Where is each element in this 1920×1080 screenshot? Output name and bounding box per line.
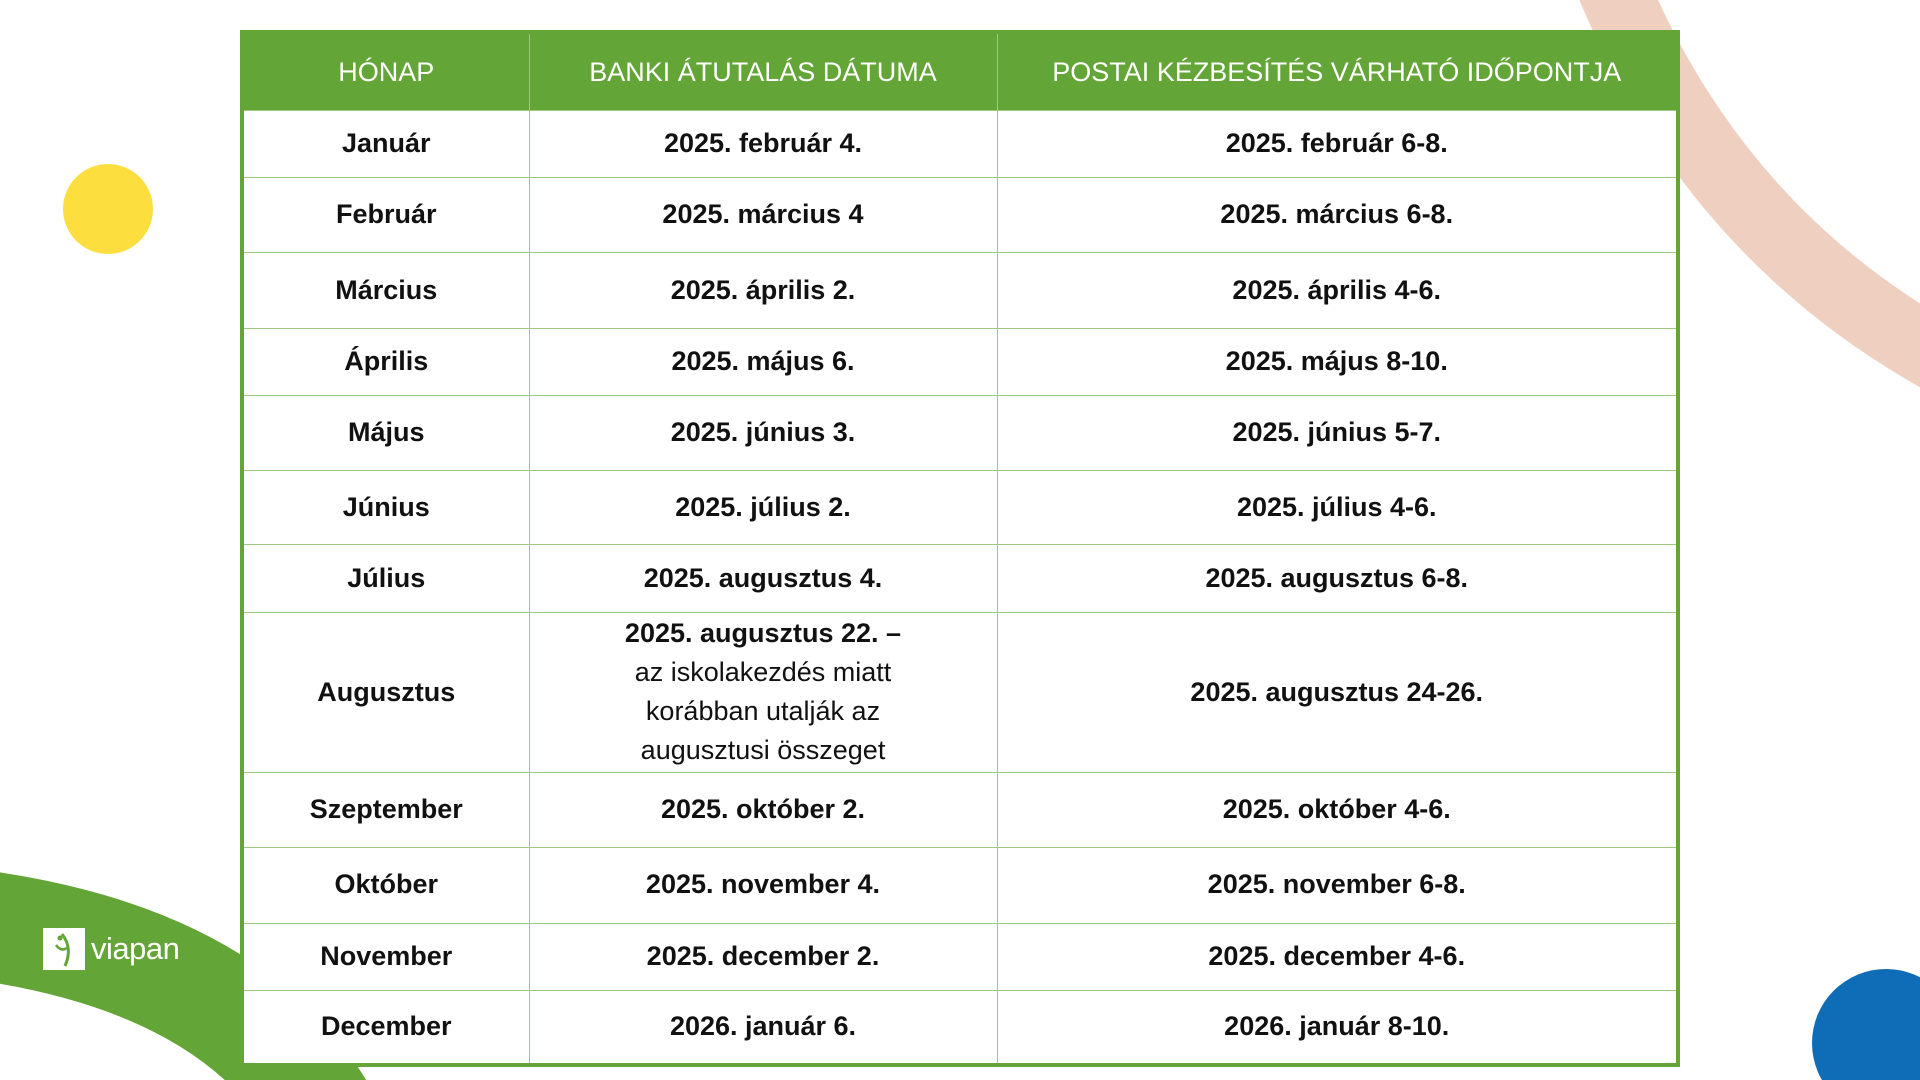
postal-date-cell-text: 2026. január 8-10. bbox=[1224, 1011, 1450, 1042]
postal-date-cell bbox=[997, 253, 1678, 329]
bank-date-cell-text: 2025. december 2. bbox=[646, 940, 880, 971]
postal-date-cell bbox=[997, 471, 1678, 545]
postal-date-cell bbox=[997, 545, 1678, 613]
table-row bbox=[242, 111, 1678, 178]
month-cell-text: Február bbox=[335, 199, 437, 230]
table-row bbox=[242, 847, 1678, 923]
table-row bbox=[242, 253, 1678, 329]
postal-date-cell bbox=[997, 613, 1678, 773]
bank-date-cell bbox=[529, 772, 997, 847]
month-cell bbox=[242, 396, 529, 471]
postal-date-cell bbox=[997, 923, 1678, 990]
month-cell bbox=[242, 545, 529, 613]
bank-date-cell-text: 2025. február 4. bbox=[663, 128, 863, 159]
yellow-circle bbox=[63, 164, 153, 254]
table-row bbox=[242, 178, 1678, 253]
month-cell-text: Január bbox=[341, 128, 431, 159]
bank-date-note: az iskolakezdés miatt korábban utalják az augusztusi összeget bbox=[634, 657, 892, 766]
bank-date-cell bbox=[529, 253, 997, 329]
postal-date-cell-text: 2025. december 4-6. bbox=[1208, 940, 1466, 971]
logo-mark-icon bbox=[43, 928, 85, 970]
bank-date-cell-text: 2025. július 2. bbox=[675, 491, 851, 522]
month-cell bbox=[242, 772, 529, 847]
month-cell-text: November bbox=[320, 940, 453, 971]
postal-date-cell bbox=[997, 847, 1678, 923]
bank-date-cell bbox=[529, 923, 997, 990]
bank-date-cell-text: 2026. január 6. bbox=[669, 1011, 857, 1042]
postal-date-cell-text: 2025. március 6-8. bbox=[1220, 199, 1454, 230]
bank-date-cell-text: 2025. május 6. bbox=[671, 346, 855, 377]
bank-date-cell-text: 2025. június 3. bbox=[670, 417, 856, 448]
header-row bbox=[242, 32, 1678, 111]
logo-text: viapan bbox=[91, 931, 180, 966]
month-cell bbox=[242, 178, 529, 253]
postal-date-cell-text: 2025. október 4-6. bbox=[1222, 793, 1451, 824]
postal-date-cell bbox=[997, 111, 1678, 178]
month-cell bbox=[242, 613, 529, 773]
month-cell bbox=[242, 329, 529, 396]
bank-date-cell bbox=[529, 178, 997, 253]
postal-date-cell-text: 2025. április 4-6. bbox=[1232, 274, 1442, 305]
table-row bbox=[242, 613, 1678, 773]
month-cell-text: Augusztus bbox=[317, 676, 456, 707]
postal-date-cell-text: 2025. május 8-10. bbox=[1225, 346, 1448, 377]
postal-date-cell bbox=[997, 178, 1678, 253]
table-row bbox=[242, 329, 1678, 396]
table-row bbox=[242, 772, 1678, 847]
month-cell-text: Június bbox=[342, 491, 430, 522]
postal-date-cell-text: 2025. augusztus 24-26. bbox=[1190, 676, 1484, 707]
postal-date-cell bbox=[997, 772, 1678, 847]
month-cell bbox=[242, 990, 529, 1065]
viapan-logo bbox=[43, 928, 179, 970]
bank-date-cell-text: 2025. április 2. bbox=[670, 274, 856, 305]
postal-date-cell-text: 2025. július 4-6. bbox=[1236, 491, 1437, 522]
bank-date-cell bbox=[529, 329, 997, 396]
month-cell-text: Július bbox=[347, 562, 426, 593]
table-row bbox=[242, 923, 1678, 990]
month-cell-text: Április bbox=[344, 346, 429, 377]
postal-date-cell-text: 2025. november 6-8. bbox=[1207, 869, 1466, 900]
postal-date-cell bbox=[997, 329, 1678, 396]
month-cell bbox=[242, 111, 529, 178]
postal-date-cell-text: 2025. augusztus 6-8. bbox=[1205, 562, 1469, 593]
header-bank-transfer: BANKI ÁTUTALÁS DÁTUMA bbox=[529, 32, 997, 111]
postal-date-cell-text: 2025. február 6-8. bbox=[1225, 128, 1448, 159]
bank-date-cell-text: 2025. augusztus 22. – bbox=[624, 618, 902, 648]
header-postal-delivery: POSTAI KÉZBESÍTÉS VÁRHATÓ IDŐPONTJA bbox=[997, 32, 1678, 111]
bank-date-cell bbox=[529, 111, 997, 178]
month-cell-text: Szeptember bbox=[309, 793, 463, 824]
table-row bbox=[242, 990, 1678, 1065]
header-month: HÓNAP bbox=[242, 32, 529, 111]
month-cell bbox=[242, 471, 529, 545]
bank-date-cell-text: 2025. március 4 bbox=[662, 199, 864, 230]
bank-date-cell-text: 2025. október 2. bbox=[660, 793, 866, 824]
month-cell bbox=[242, 253, 529, 329]
postal-date-cell bbox=[997, 396, 1678, 471]
bank-date-cell-text: 2025. november 4. bbox=[645, 869, 881, 900]
payment-schedule-table bbox=[240, 30, 1680, 1067]
postal-date-cell-text: 2025. június 5-7. bbox=[1232, 417, 1442, 448]
postal-date-cell bbox=[997, 990, 1678, 1065]
table-row bbox=[242, 545, 1678, 613]
bank-date-cell bbox=[529, 471, 997, 545]
bank-date-cell bbox=[529, 396, 997, 471]
bank-date-cell bbox=[529, 990, 997, 1065]
month-cell-text: December bbox=[320, 1011, 452, 1042]
table-row bbox=[242, 471, 1678, 545]
month-cell-text: Május bbox=[347, 417, 425, 448]
bank-date-cell bbox=[529, 847, 997, 923]
blue-circle bbox=[1812, 969, 1920, 1080]
month-cell bbox=[242, 847, 529, 923]
bank-date-cell-text: 2025. augusztus 4. bbox=[643, 562, 883, 593]
table-row bbox=[242, 396, 1678, 471]
month-cell-text: Március bbox=[335, 274, 438, 305]
month-cell bbox=[242, 923, 529, 990]
bank-date-cell bbox=[529, 613, 997, 773]
month-cell-text: Október bbox=[334, 869, 439, 900]
bank-date-cell bbox=[529, 545, 997, 613]
